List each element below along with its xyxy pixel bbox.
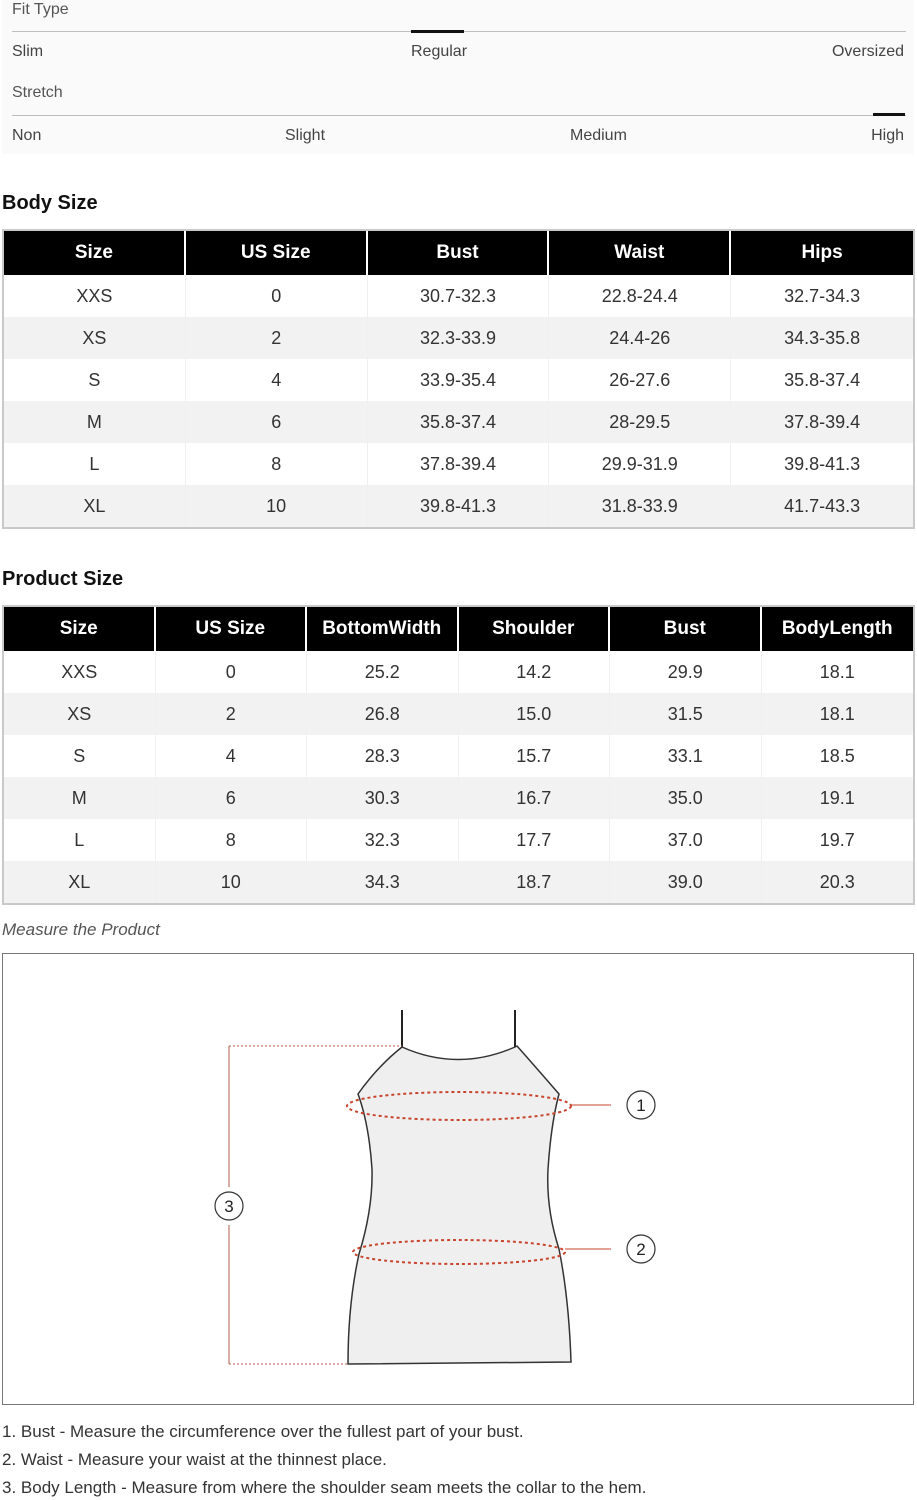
cell-bottom-width: 26.8 [307, 693, 459, 735]
body-size-header-row [4, 231, 913, 275]
note-bust: 1. Bust - Measure the circumference over the fullest part of your bust. [2, 1422, 524, 1441]
cell-shoulder: 15.0 [459, 693, 611, 735]
cell-bust: 39.0 [610, 861, 762, 903]
table-row [4, 401, 913, 443]
stretch-label-slight: Slight [285, 127, 326, 144]
cell-bust: 35.0 [610, 777, 762, 819]
marker-1-label: 1 [636, 1096, 646, 1115]
cell-bottom-width: 28.3 [307, 735, 459, 777]
stretch-marker [873, 113, 905, 116]
cell-bust: 30.7-32.3 [368, 275, 550, 317]
cell-bottom-width: 30.3 [307, 777, 459, 819]
measure-diagram [2, 953, 914, 1405]
product-size-table [2, 605, 915, 905]
cell-us-size: 10 [156, 861, 308, 903]
cell-body-length: 18.5 [819, 745, 855, 766]
header-size: Size [4, 607, 156, 651]
cell-bottom-width: 32.3 [307, 819, 459, 861]
cell-us-size: 8 [186, 443, 368, 485]
cell-size: M [4, 777, 156, 819]
cell-bust: 37.0 [610, 819, 762, 861]
table-row [4, 693, 913, 735]
marker-3-label: 3 [224, 1197, 234, 1216]
cell-bust: 33.1 [610, 735, 762, 777]
cell-bust: 29.9 [610, 651, 762, 693]
cell-body-length: 19.1 [762, 777, 914, 819]
header-bust: Bust [610, 607, 762, 651]
cell-us-size: 2 [186, 317, 368, 359]
stretch-label-medium: Medium [570, 127, 627, 144]
cell-waist: 28-29.5 [549, 401, 731, 443]
header-size: Size [4, 231, 186, 275]
cell-shoulder: 16.7 [459, 777, 611, 819]
body-size-table [2, 229, 915, 529]
fit-type-title: Fit Type [12, 1, 69, 18]
cell-bust: 31.5 [610, 693, 762, 735]
cell-us-size: 2 [156, 693, 308, 735]
table-row [4, 317, 913, 359]
header-waist: Waist [549, 231, 731, 275]
cell-size: S [4, 735, 156, 777]
fit-type-label-regular: Regular [411, 43, 468, 60]
table-row [4, 735, 913, 777]
cell-bust: 35.8-37.4 [368, 401, 550, 443]
cell-bust: 33.9-35.4 [368, 359, 550, 401]
cell-us-size: 0 [156, 651, 308, 693]
cell-shoulder: 18.7 [459, 861, 611, 903]
header-us-size: US Size [156, 607, 308, 651]
table-row [4, 275, 913, 317]
cell-waist: 31.8-33.9 [549, 485, 731, 527]
measure-caption: Measure the Product [2, 920, 160, 939]
cell-bottom-width: 34.3 [307, 861, 459, 903]
cell-body-length: 19.7 [819, 829, 855, 850]
table-row [4, 819, 913, 861]
stretch-label-non: Non [12, 127, 42, 144]
cell-hips: 37.8-39.4 [731, 401, 913, 443]
product-size-title: Product Size [2, 568, 124, 590]
cell-us-size: 6 [186, 401, 368, 443]
cell-size: L [4, 819, 156, 861]
stretch-label-high: High [871, 127, 904, 144]
cell-waist: 22.8-24.4 [549, 275, 731, 317]
cell-us-size: 8 [156, 819, 308, 861]
camisole-outline [348, 1046, 571, 1364]
cell-bust: 32.3-33.9 [368, 317, 550, 359]
cell-shoulder: 17.7 [459, 819, 611, 861]
fit-stretch-panel [2, 0, 914, 154]
cell-us-size: 10 [186, 485, 368, 527]
cell-size: XL [4, 861, 156, 903]
cell-body-length: 18.1 [762, 693, 914, 735]
cell-body-length: 20.3 [762, 861, 914, 903]
cell-bust: 37.8-39.4 [368, 443, 550, 485]
fit-type-marker [411, 30, 464, 33]
note-body-length: 3. Body Length - Measure from where the shoulder seam meets the collar to the hem. [2, 1478, 647, 1497]
cell-size: L [4, 443, 186, 485]
fit-type-label-oversized: Oversized [831, 43, 904, 60]
cell-hips: 35.8-37.4 [784, 369, 861, 390]
header-body-length: BodyLength [762, 607, 914, 651]
cell-waist: 24.4-26 [549, 317, 731, 359]
camisole-diagram [3, 954, 913, 1404]
cell-waist: 26-27.6 [549, 359, 731, 401]
cell-us-size: 6 [156, 777, 308, 819]
cell-size: XXS [4, 651, 156, 693]
note-waist: 2. Waist - Measure your waist at the thinnest place. [2, 1450, 387, 1469]
table-row [4, 651, 913, 693]
cell-size: XXS [4, 275, 186, 317]
header-bust: Bust [368, 231, 550, 275]
cell-us-size: 4 [156, 735, 308, 777]
cell-waist: 29.9-31.9 [549, 443, 731, 485]
cell-us-size: 0 [186, 275, 368, 317]
cell-hips: 34.3-35.8 [731, 317, 913, 359]
cell-bottom-width: 25.2 [307, 651, 459, 693]
body-size-title: Body Size [2, 192, 98, 214]
stretch-track [12, 115, 906, 116]
table-row [4, 485, 913, 527]
fit-type-label-slim: Slim [12, 43, 44, 60]
stretch-title: Stretch [12, 84, 63, 101]
table-row [4, 777, 913, 819]
cell-size: XS [4, 317, 186, 359]
header-shoulder: Shoulder [459, 607, 611, 651]
table-row [4, 359, 913, 401]
marker-2-label: 2 [636, 1240, 646, 1259]
cell-hips: 41.7-43.3 [731, 485, 913, 527]
cell-us-size: 4 [186, 359, 368, 401]
product-size-header-row [4, 607, 913, 651]
cell-body-length: 18.1 [819, 661, 855, 682]
cell-hips: 32.7-34.3 [784, 285, 861, 306]
cell-size: S [4, 359, 186, 401]
cell-size: M [4, 401, 186, 443]
cell-bust: 39.8-41.3 [368, 485, 550, 527]
cell-size: XL [4, 485, 186, 527]
header-bottom-width: BottomWidth [307, 607, 459, 651]
header-us-size: US Size [186, 231, 368, 275]
cell-shoulder: 15.7 [459, 735, 611, 777]
cell-shoulder: 14.2 [459, 651, 611, 693]
cell-hips: 39.8-41.3 [784, 453, 861, 474]
header-hips: Hips [731, 231, 913, 275]
cell-size: XS [4, 693, 156, 735]
table-row [4, 861, 913, 903]
table-row [4, 443, 913, 485]
